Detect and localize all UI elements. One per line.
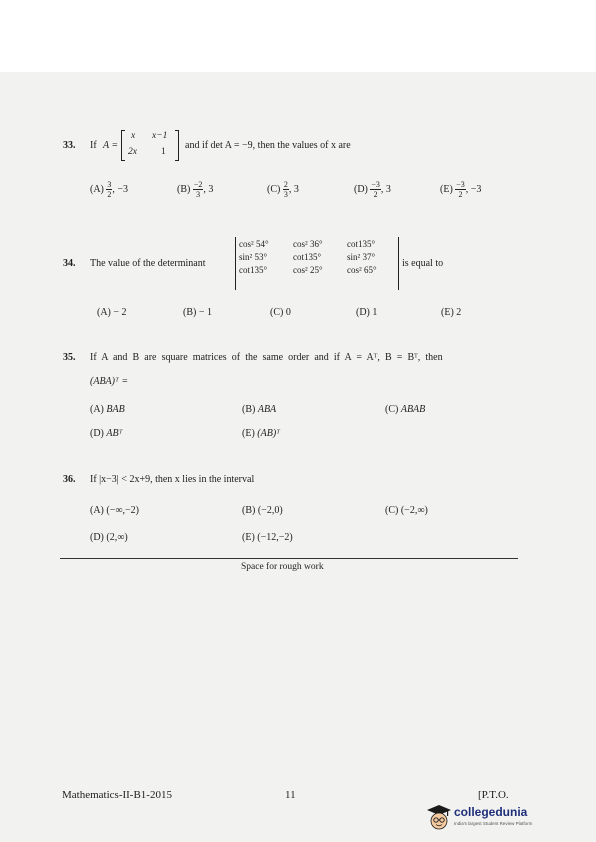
option-rest: , 3 [288,183,299,195]
option-denominator: 2 [107,190,112,199]
footer-pto: [P.T.O. [478,789,509,801]
option-value: BAB [106,404,125,415]
determinant-cell: cot135° [293,252,322,262]
q35-option-c[interactable] [385,404,425,415]
rough-work-label: Space for rough work [241,562,324,572]
option-denominator: 3 [283,190,288,199]
q35-number: 35. [63,352,76,363]
option-label: (B) [177,183,191,195]
determinant-row [236,264,398,277]
option-denominator: 2 [373,190,378,199]
option-rest: , −3 [465,183,482,195]
determinant-cell: cot135° [239,265,268,275]
option-label: (D) [90,532,104,543]
q34-option-c[interactable] [270,307,291,318]
logo-tagline: India's largest Student Review Platform [454,821,533,826]
determinant-cell: cos² 36° [293,239,323,249]
q35-option-b[interactable] [242,404,276,415]
option-numerator: 2 [283,180,288,189]
q33-option-b[interactable] [177,180,213,199]
determinant-cell: sin² 53° [239,252,268,262]
option-value: ABA [257,404,277,415]
q35-option-d[interactable] [90,428,122,439]
q33-matrix [121,130,179,161]
q36-text: If |x−3| < 2x+9, then x lies in the interval [90,474,255,485]
q35-option-e[interactable] [242,428,280,439]
q34-option-a[interactable] [97,307,127,318]
q33-matrix-cell-22: 1 [161,147,166,157]
option-label: (A) [90,404,104,415]
option-value: (−2,0) [257,505,283,516]
option-value: (−∞,−2) [106,505,139,516]
q34-option-d[interactable] [356,307,377,318]
option-denominator: 3 [196,190,201,199]
q35-option-a[interactable] [90,404,125,415]
option-rest: , 3 [380,183,391,195]
option-label: (A) [97,307,111,318]
q33-matrix-cell-21: 2x [128,147,137,157]
student-mascot-icon [426,803,452,833]
q36-option-d[interactable] [90,532,128,543]
q36-number: 36. [63,474,76,485]
option-label: (A) [90,183,104,195]
option-value: (AB)ᵀ [257,428,281,439]
q33-option-c[interactable] [267,180,299,199]
q33-option-e[interactable] [440,180,481,199]
q34-option-e[interactable] [441,307,461,318]
option-rest: , −3 [112,183,129,195]
rough-work-divider [60,558,518,559]
option-numerator: −2 [193,180,203,189]
option-denominator: 2 [458,190,463,199]
option-numerator: −3 [456,180,465,189]
determinant-row [236,238,398,251]
footer-subject: Mathematics-II-B1-2015 [62,789,172,801]
option-value: (2,∞) [106,532,128,543]
option-label: (A) [90,505,104,516]
q34-option-b[interactable] [183,307,212,318]
option-numerator: 3 [107,180,112,189]
option-label: (D) [356,307,370,318]
collegedunia-logo[interactable] [426,799,596,842]
option-label: (B) [183,307,197,318]
q33-condition: and if det A = −9, then the values of x are [185,140,351,151]
q35-text: If A and B are square matrices of the same order and if A = Aᵀ, B = Bᵀ, then [90,352,443,363]
option-value: ABAB [400,404,426,415]
q36-option-b[interactable] [242,505,283,516]
q36-option-e[interactable] [242,532,293,543]
option-label: (C) [385,404,399,415]
option-label: (B) [242,404,256,415]
footer-page-number: 11 [285,789,296,801]
determinant-row [236,251,398,264]
q33-if: If [90,140,97,151]
q36-option-a[interactable] [90,505,139,516]
q33-option-d[interactable] [354,180,391,199]
logo-wordmark: collegedunia [454,805,528,819]
option-rest: , 3 [203,183,214,195]
option-label: (D) [354,183,368,195]
q34-text-before: The value of the determinant [90,258,206,269]
q35-expr: (ABA)ᵀ = [90,376,129,387]
option-label: (E) [242,532,255,543]
option-value: ABᵀ [106,428,123,439]
q33-option-a[interactable] [90,180,128,199]
option-label: (E) [441,307,454,318]
option-label: (D) [90,428,104,439]
option-value: 1 [372,307,378,318]
option-value: (−12,−2) [257,532,293,543]
option-numerator: −3 [371,180,380,189]
q33-number: 33. [63,140,76,151]
q34-number: 34. [63,258,76,269]
option-label: (E) [440,183,453,195]
q33-equals: = [112,140,118,151]
option-label: (E) [242,428,255,439]
q33-matrix-cell-11: x [131,131,136,141]
q34-determinant [235,237,399,290]
q33-matrix-cell-12: x−1 [152,131,168,141]
determinant-cell: sin² 37° [347,252,376,262]
option-value: − 1 [198,307,212,318]
q34-text-after: is equal to [402,258,444,269]
determinant-cell: cos² 65° [347,265,377,275]
option-value: (−2,∞) [400,505,428,516]
option-value: − 2 [113,307,127,318]
determinant-cell: cos² 25° [293,265,323,275]
option-value: 2 [456,307,462,318]
option-label: (B) [242,505,256,516]
option-label: (C) [267,183,281,195]
option-label: (C) [270,307,284,318]
q36-option-c[interactable] [385,505,428,516]
option-value: 0 [285,307,291,318]
q33-matrix-var: A [103,140,110,151]
determinant-cell: cos² 54° [239,239,269,249]
determinant-cell: cot135° [347,239,376,249]
option-label: (C) [385,505,399,516]
